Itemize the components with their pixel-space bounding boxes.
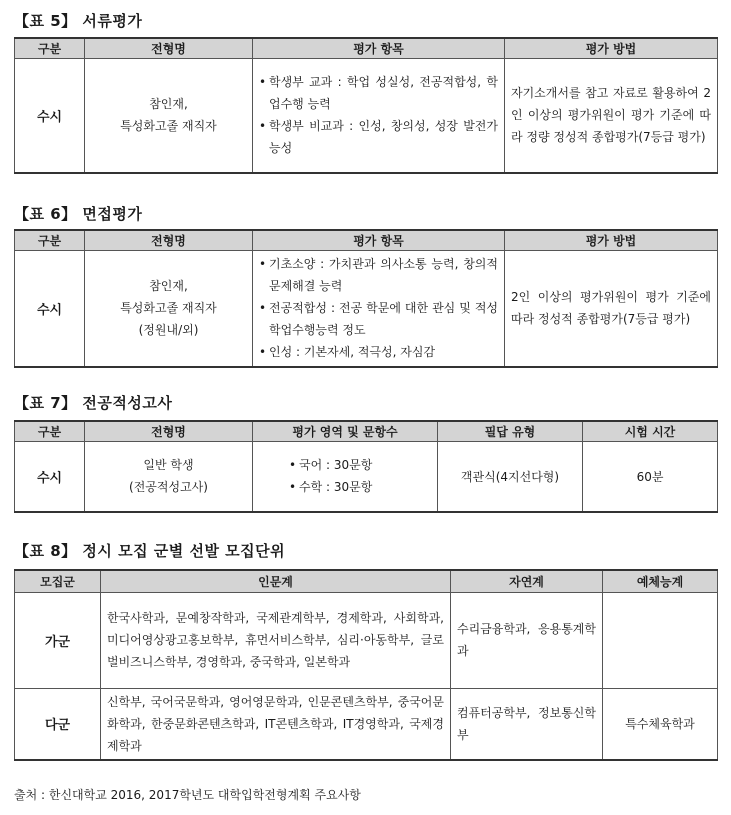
name-line: (전공적성고사) (129, 480, 208, 495)
name-cell (85, 59, 253, 173)
arts-cell (603, 592, 718, 688)
col-header: 자연계 (451, 570, 603, 592)
humanities-cell: 신학부, 국어국문학과, 영어영문학과, 인문콘텐츠학부, 중국어문화학과, 한중문화콘텐츠학과, IT콘텐츠학과, IT경영학과, 국제경제학과 (101, 688, 451, 760)
humanities-cell: 한국사학과, 문예창작학과, 국제관계학부, 경제학과, 사회학과, 미디어영상광고홍보학부, 휴먼서비스학부, 심리·아동학부, 글로벌비즈니스학부, 경영학과, 중국학과, 일본학과 (101, 592, 451, 688)
name-line: 참인재, (149, 97, 188, 112)
arts-cell: 특수체육학과 (603, 688, 718, 760)
items-cell (253, 251, 505, 367)
item-point: • 학생부 비교과 : 인성, 창의성, 성장 발전가능성 (259, 115, 498, 159)
col-header: 전형명 (85, 230, 253, 251)
col-header: 평가 항목 (253, 38, 505, 59)
table6 (14, 229, 718, 368)
col-header: 필답 유형 (438, 421, 583, 442)
item-point: • 전공적합성 : 전공 학문에 대한 관심 및 적성 학업수행능력 정도 (259, 297, 498, 341)
method-cell: 자기소개서를 참고 자료로 활용하여 2인 이상의 평가위원이 평가 기준에 따라 정량 정성적 종합평가(7등급 평가) (505, 59, 718, 173)
name-line: 참인재, (149, 279, 188, 294)
type-cell: 수시 (15, 59, 85, 173)
name-line: 특성화고졸 재직자 (120, 301, 217, 316)
col-header: 평가 영역 및 문항수 (253, 421, 438, 442)
name-line: 특성화고졸 재직자 (120, 119, 217, 134)
col-header: 구분 (15, 230, 85, 251)
col-header: 모집군 (15, 570, 101, 592)
col-header: 평가 방법 (505, 230, 718, 251)
item-point: • 국어 : 30문항 (289, 454, 431, 476)
table-row (15, 592, 718, 688)
source-note: 출처 : 한신대학교 2016, 2017학년도 대학입학전형계획 주요사항 (14, 788, 361, 802)
col-header: 구분 (15, 38, 85, 59)
col-header: 인문계 (101, 570, 451, 592)
col-header: 전형명 (85, 421, 253, 442)
name-line: 일반 학생 (143, 458, 194, 473)
col-header: 전형명 (85, 38, 253, 59)
science-cell: 수리금융학과, 응용통계학과 (451, 592, 603, 688)
name-cell (85, 251, 253, 367)
table8 (14, 569, 718, 761)
item-point: • 수학 : 30문항 (289, 476, 431, 498)
time-cell: 60분 (583, 442, 718, 512)
table-row (15, 688, 718, 760)
col-header: 구분 (15, 421, 85, 442)
col-header: 평가 항목 (253, 230, 505, 251)
table6-title: 【표 6】 면접평가 (14, 205, 143, 223)
science-cell: 컴퓨터공학부, 정보통신학부 (451, 688, 603, 760)
table7 (14, 420, 718, 513)
col-header: 평가 방법 (505, 38, 718, 59)
col-header: 예체능계 (603, 570, 718, 592)
table5-title: 【표 5】 서류평가 (14, 12, 143, 30)
table7-title: 【표 7】 전공적성고사 (14, 394, 173, 412)
items-cell (253, 59, 505, 173)
type-cell: 수시 (15, 442, 85, 512)
name-line: (정원내/외) (138, 323, 199, 338)
table8-title: 【표 8】 정시 모집 군별 선발 모집단위 (14, 542, 286, 560)
name-cell (85, 442, 253, 512)
group-cell: 다군 (15, 688, 101, 760)
items-cell (253, 442, 438, 512)
method-cell: 2인 이상의 평가위원이 평가 기준에 따라 정성적 종합평가(7등급 평가) (505, 251, 718, 367)
type-cell: 수시 (15, 251, 85, 367)
item-point: • 학생부 교과 : 학업 성실성, 전공적합성, 학업수행 능력 (259, 71, 498, 115)
format-cell: 객관식(4지선다형) (438, 442, 583, 512)
col-header: 시험 시간 (583, 421, 718, 442)
group-cell: 가군 (15, 592, 101, 688)
item-point: • 기초소양 : 가치관과 의사소통 능력, 창의적 문제해결 능력 (259, 253, 498, 297)
table5 (14, 37, 718, 174)
item-point: • 인성 : 기본자세, 적극성, 자심감 (259, 341, 498, 363)
